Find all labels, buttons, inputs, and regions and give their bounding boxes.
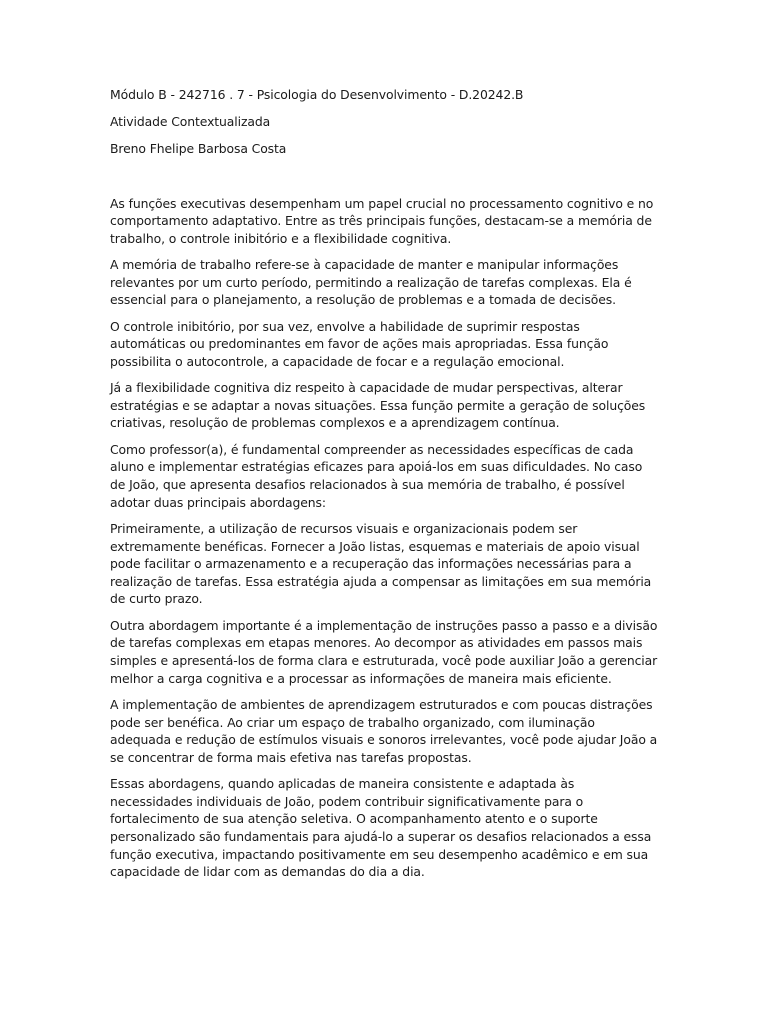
author-name: Breno Fhelipe Barbosa Costa — [110, 141, 287, 157]
paragraph-conclusion: Essas abordagens, quando aplicadas de maneira consistente e adaptada às necessidades individuais de João, podem contribuir significativamente para o fortalecimento de sua atenção seletiva. O acompanhamento atento e o suporte personalizado são fundamentais para ajudá-lo a superar os desafios relacionados a essa função executiva, impactando positivamente em seu desempenho acadêmico e em sua capacidade de lidar com as demandas do dia a dia. — [110, 776, 652, 880]
paragraph-teacher-role: Como professor(a), é fundamental compreender as necessidades específicas de cada aluno e implementar estratégias eficazes para apoiá-los em suas dificuldades. No caso de João, que apresenta desafios relacionados à sua memória de trabalho, é possível adotar duas principais abordagens: — [110, 441, 643, 510]
activity-title: Atividade Contextualizada — [110, 114, 271, 130]
document-content — [110, 86, 658, 890]
header-spacer — [110, 168, 658, 195]
paragraph-step-by-step: Outra abordagem importante é a implementação de instruções passo a passo e a divisão de tarefas complexas em etapas menores. Ao decompor as atividades em passos mais simples e apresentá-los de forma clara e estruturada, você pode auxiliar João a gerenciar melhor a carga cognitiva e a processar as informações de maneira mais eficiente. — [110, 617, 658, 686]
paragraph-structured-environment: A implementação de ambientes de aprendizagem estruturados e com poucas distrações pode ser benéfica. Ao criar um espaço de trabalho organizado, com iluminação adequada e redução de estímulos visuais e sonoros irrelevantes, você pode ajudar João a se concentrar de forma mais efetiva nas tarefas propostas. — [110, 696, 658, 765]
paragraph-visual-resources: Primeiramente, a utilização de recursos visuais e organizacionais podem ser extremamente benéficas. Fornecer a João listas, esquemas e materiais de apoio visual pode facilitar o armazenamento e a recuperação das informações necessárias para a realização de tarefas. Essa estratégia ajuda a compensar as limitações em sua memória de curto prazo. — [110, 521, 652, 607]
module-title: Módulo B - 242716 . 7 - Psicologia do Desenvolvimento - D.20242.B — [110, 87, 524, 102]
paragraph-intro: As funções executivas desempenham um papel crucial no processamento cognitivo e no comportamento adaptativo. Entre as três principais funções, destacam-se a memória de trabalho, o controle inibitório e a flexibilidade cognitiva. — [110, 195, 654, 246]
paragraph-working-memory: A memória de trabalho refere-se à capacidade de manter e manipular informações relevantes por um curto período, permitindo a realização de tarefas complexas. Ela é essencial para o planejamento, a resolução de problemas e a tomada de decisões. — [110, 257, 632, 308]
paragraph-inhibitory-control: O controle inibitório, por sua vez, envolve a habilidade de suprimir respostas automáticas ou predominantes em favor de ações mais apropriadas. Essa função possibilita o autocontrole, a capacidade de focar e a regulação emocional. — [110, 318, 609, 369]
paragraph-cognitive-flexibility: Já a flexibilidade cognitiva diz respeito à capacidade de mudar perspectivas, alterar estratégias e se adaptar a novas situações. Essa função permite a geração de soluções criativas, resolução de problemas complexos e a aprendizagem contínua. — [110, 380, 646, 431]
